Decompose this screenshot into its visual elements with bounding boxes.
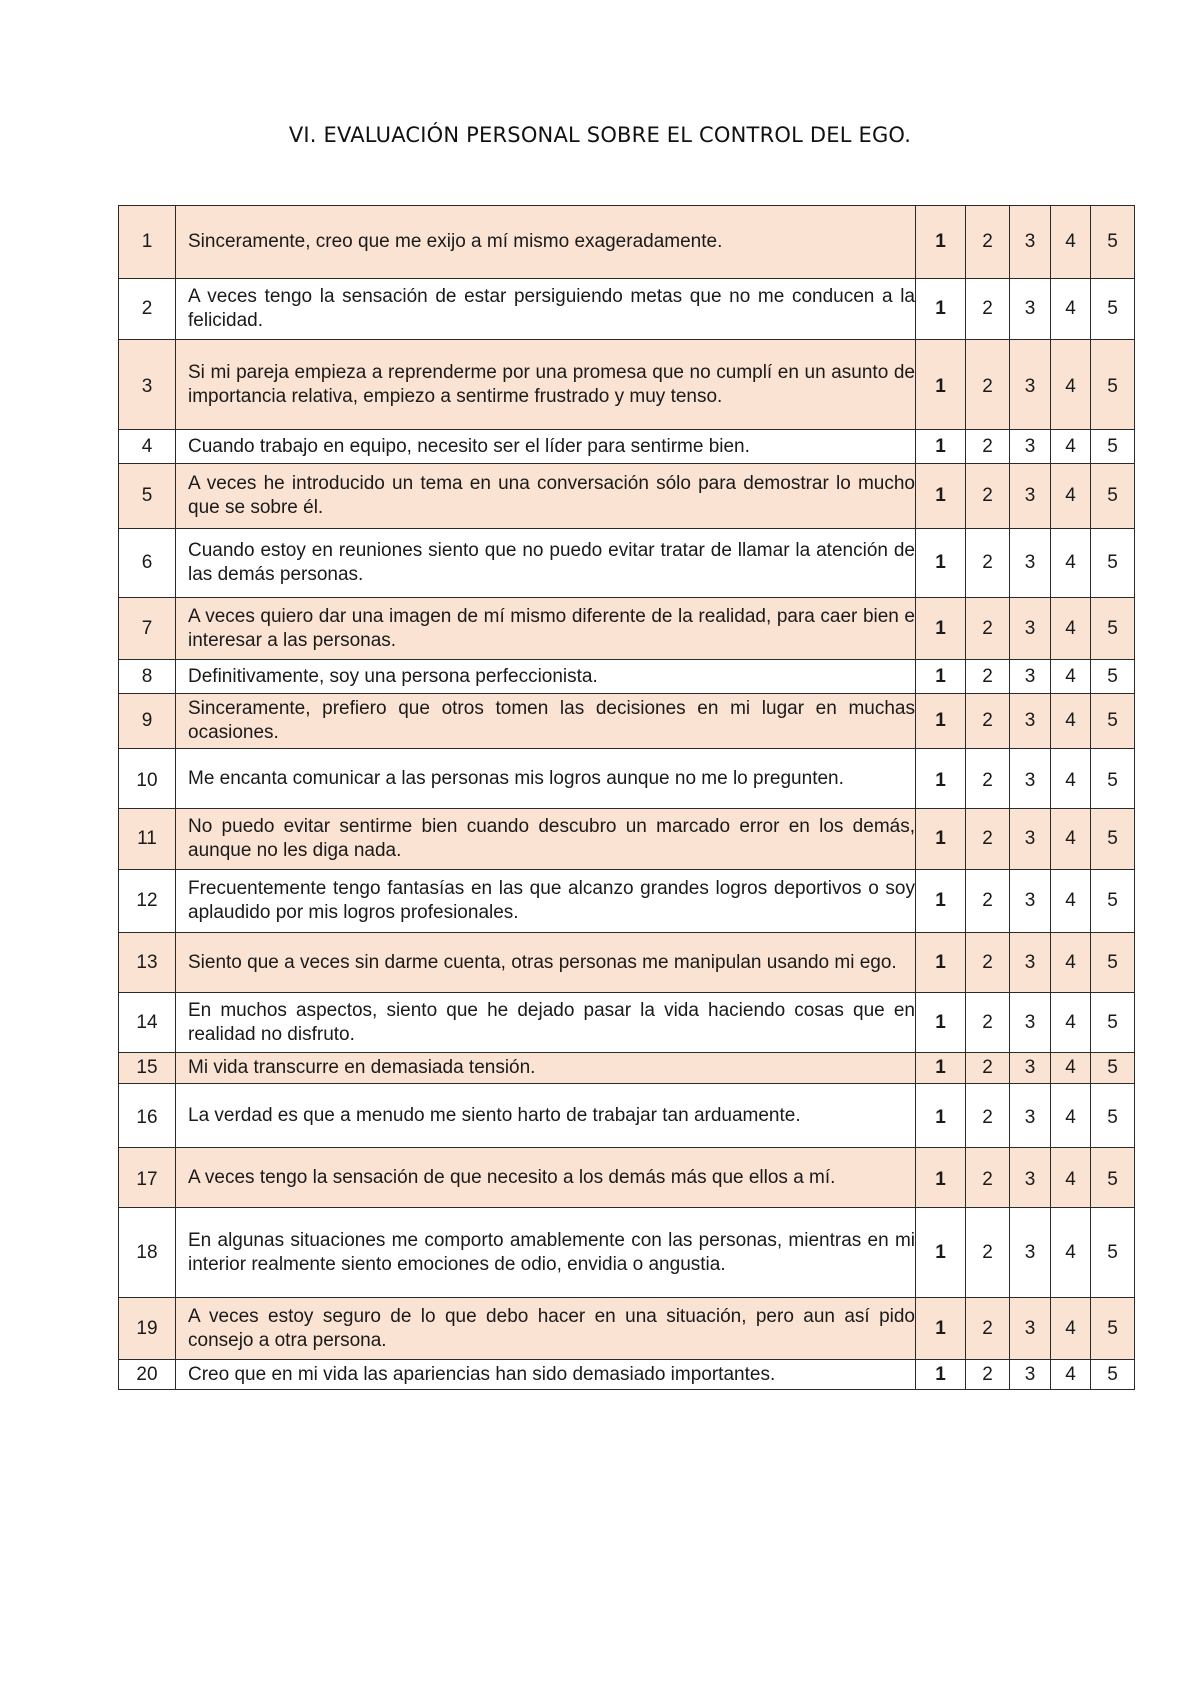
table-row — [119, 464, 1135, 529]
table-row — [119, 660, 1135, 694]
rating-option-3[interactable]: 3 — [1010, 1053, 1051, 1084]
table-row — [119, 529, 1135, 598]
rating-option-2[interactable]: 2 — [966, 598, 1010, 660]
rating-option-1[interactable]: 1 — [916, 464, 966, 529]
rating-option-4[interactable]: 4 — [1051, 1148, 1091, 1208]
rating-option-1[interactable]: 1 — [916, 1360, 966, 1390]
table-row — [119, 1053, 1135, 1084]
rating-option-1[interactable]: 1 — [916, 598, 966, 660]
rating-option-5[interactable]: 5 — [1091, 430, 1135, 464]
table-row — [119, 1148, 1135, 1208]
item-number: 11 — [119, 809, 176, 870]
rating-option-3[interactable]: 3 — [1010, 749, 1051, 809]
rating-option-2[interactable]: 2 — [966, 529, 1010, 598]
rating-option-1[interactable]: 1 — [916, 749, 966, 809]
rating-option-4[interactable]: 4 — [1051, 870, 1091, 933]
item-number: 20 — [119, 1360, 176, 1390]
rating-option-3[interactable]: 3 — [1010, 1360, 1051, 1390]
rating-option-3[interactable]: 3 — [1010, 809, 1051, 870]
item-number: 8 — [119, 660, 176, 694]
item-number: 13 — [119, 933, 176, 993]
item-statement: Siento que a veces sin darme cuenta, otras personas me manipulan usando mi ego. — [176, 933, 916, 993]
rating-option-1[interactable]: 1 — [916, 279, 966, 340]
rating-option-5[interactable]: 5 — [1091, 340, 1135, 430]
rating-option-3[interactable]: 3 — [1010, 340, 1051, 430]
table-row — [119, 749, 1135, 809]
rating-option-4[interactable]: 4 — [1051, 1360, 1091, 1390]
item-number: 7 — [119, 598, 176, 660]
table-row — [119, 694, 1135, 749]
table-row — [119, 598, 1135, 660]
item-number: 18 — [119, 1208, 176, 1298]
rating-option-3[interactable]: 3 — [1010, 660, 1051, 694]
item-statement: Cuando trabajo en equipo, necesito ser el líder para sentirme bien. — [176, 430, 916, 464]
rating-option-2[interactable]: 2 — [966, 340, 1010, 430]
rating-option-5[interactable]: 5 — [1091, 1298, 1135, 1360]
item-number: 6 — [119, 529, 176, 598]
rating-option-2[interactable]: 2 — [966, 1360, 1010, 1390]
rating-option-4[interactable]: 4 — [1051, 933, 1091, 993]
rating-option-5[interactable]: 5 — [1091, 279, 1135, 340]
table-row — [119, 1360, 1135, 1390]
table-row — [119, 340, 1135, 430]
rating-option-4[interactable]: 4 — [1051, 660, 1091, 694]
rating-option-5[interactable]: 5 — [1091, 809, 1135, 870]
rating-option-5[interactable]: 5 — [1091, 464, 1135, 529]
item-statement: A veces tengo la sensación de que necesito a los demás más que ellos a mí. — [176, 1148, 916, 1208]
rating-option-4[interactable]: 4 — [1051, 1208, 1091, 1298]
rating-option-5[interactable]: 5 — [1091, 1053, 1135, 1084]
rating-option-4[interactable]: 4 — [1051, 430, 1091, 464]
item-number: 19 — [119, 1298, 176, 1360]
rating-option-1[interactable]: 1 — [916, 1208, 966, 1298]
item-number: 10 — [119, 749, 176, 809]
rating-option-5[interactable]: 5 — [1091, 1084, 1135, 1148]
rating-option-2[interactable]: 2 — [966, 870, 1010, 933]
rating-option-1[interactable]: 1 — [916, 206, 966, 279]
rating-option-2[interactable]: 2 — [966, 1208, 1010, 1298]
item-number: 15 — [119, 1053, 176, 1084]
item-number: 3 — [119, 340, 176, 430]
rating-option-2[interactable]: 2 — [966, 430, 1010, 464]
rating-option-5[interactable]: 5 — [1091, 660, 1135, 694]
ego-survey-table — [118, 205, 1135, 1390]
rating-option-1[interactable]: 1 — [916, 340, 966, 430]
rating-option-3[interactable]: 3 — [1010, 1298, 1051, 1360]
page-title: VI. EVALUACIÓN PERSONAL SOBRE EL CONTROL DEL EGO. — [288, 123, 912, 147]
item-statement: Me encanta comunicar a las personas mis logros aunque no me lo pregunten. — [176, 749, 916, 809]
rating-option-1[interactable]: 1 — [916, 870, 966, 933]
rating-option-5[interactable]: 5 — [1091, 206, 1135, 279]
rating-option-5[interactable]: 5 — [1091, 1360, 1135, 1390]
item-statement: Si mi pareja empieza a reprenderme por una promesa que no cumplí en un asunto de importancia relativa, empiezo a sentirme frustrado y muy tenso. — [176, 340, 916, 430]
rating-option-2[interactable]: 2 — [966, 933, 1010, 993]
rating-option-4[interactable]: 4 — [1051, 340, 1091, 430]
rating-option-1[interactable]: 1 — [916, 993, 966, 1053]
table-row — [119, 933, 1135, 993]
rating-option-4[interactable]: 4 — [1051, 206, 1091, 279]
rating-option-5[interactable]: 5 — [1091, 933, 1135, 993]
rating-option-1[interactable]: 1 — [916, 1084, 966, 1148]
rating-option-2[interactable]: 2 — [966, 809, 1010, 870]
table-row — [119, 430, 1135, 464]
table-row — [119, 809, 1135, 870]
rating-option-4[interactable]: 4 — [1051, 694, 1091, 749]
item-statement: Mi vida transcurre en demasiada tensión. — [176, 1053, 916, 1084]
item-statement: Frecuentemente tengo fantasías en las que alcanzo grandes logros deportivos o soy aplaudido por mis logros profesionales. — [176, 870, 916, 933]
item-statement: A veces he introducido un tema en una conversación sólo para demostrar lo mucho que se sobre él. — [176, 464, 916, 529]
rating-option-1[interactable]: 1 — [916, 529, 966, 598]
item-number: 4 — [119, 430, 176, 464]
rating-option-5[interactable]: 5 — [1091, 993, 1135, 1053]
rating-option-1[interactable]: 1 — [916, 430, 966, 464]
item-number: 5 — [119, 464, 176, 529]
rating-option-5[interactable]: 5 — [1091, 870, 1135, 933]
rating-option-3[interactable]: 3 — [1010, 430, 1051, 464]
rating-option-4[interactable]: 4 — [1051, 1298, 1091, 1360]
item-number: 14 — [119, 993, 176, 1053]
rating-option-1[interactable]: 1 — [916, 1053, 966, 1084]
rating-option-5[interactable]: 5 — [1091, 529, 1135, 598]
rating-option-5[interactable]: 5 — [1091, 694, 1135, 749]
table-row — [119, 1208, 1135, 1298]
rating-option-2[interactable]: 2 — [966, 993, 1010, 1053]
rating-option-1[interactable]: 1 — [916, 809, 966, 870]
rating-option-4[interactable]: 4 — [1051, 993, 1091, 1053]
rating-option-1[interactable]: 1 — [916, 694, 966, 749]
rating-option-2[interactable]: 2 — [966, 749, 1010, 809]
rating-option-3[interactable]: 3 — [1010, 279, 1051, 340]
table-row — [119, 206, 1135, 279]
item-number: 16 — [119, 1084, 176, 1148]
rating-option-4[interactable]: 4 — [1051, 279, 1091, 340]
rating-option-4[interactable]: 4 — [1051, 529, 1091, 598]
rating-option-3[interactable]: 3 — [1010, 694, 1051, 749]
item-number: 17 — [119, 1148, 176, 1208]
table-row — [119, 279, 1135, 340]
rating-option-3[interactable]: 3 — [1010, 993, 1051, 1053]
rating-option-5[interactable]: 5 — [1091, 598, 1135, 660]
rating-option-3[interactable]: 3 — [1010, 933, 1051, 993]
rating-option-3[interactable]: 3 — [1010, 1148, 1051, 1208]
item-statement: Sinceramente, creo que me exijo a mí mismo exageradamente. — [176, 206, 916, 279]
rating-option-3[interactable]: 3 — [1010, 464, 1051, 529]
rating-option-3[interactable]: 3 — [1010, 529, 1051, 598]
rating-option-2[interactable]: 2 — [966, 206, 1010, 279]
rating-option-1[interactable]: 1 — [916, 1148, 966, 1208]
item-number: 2 — [119, 279, 176, 340]
rating-option-4[interactable]: 4 — [1051, 809, 1091, 870]
item-statement: No puedo evitar sentirme bien cuando descubro un marcado error en los demás, aunque no les diga nada. — [176, 809, 916, 870]
item-statement: A veces quiero dar una imagen de mí mismo diferente de la realidad, para caer bien e interesar a las personas. — [176, 598, 916, 660]
rating-option-4[interactable]: 4 — [1051, 464, 1091, 529]
rating-option-1[interactable]: 1 — [916, 933, 966, 993]
rating-option-5[interactable]: 5 — [1091, 1148, 1135, 1208]
item-statement: Creo que en mi vida las apariencias han sido demasiado importantes. — [176, 1360, 916, 1390]
item-statement: A veces estoy seguro de lo que debo hacer en una situación, pero aun así pido consejo a otra persona. — [176, 1298, 916, 1360]
survey-body — [119, 206, 1135, 1390]
item-statement: Definitivamente, soy una persona perfeccionista. — [176, 660, 916, 694]
item-statement: En muchos aspectos, siento que he dejado pasar la vida haciendo cosas que en realidad no disfruto. — [176, 993, 916, 1053]
rating-option-5[interactable]: 5 — [1091, 1208, 1135, 1298]
rating-option-2[interactable]: 2 — [966, 660, 1010, 694]
rating-option-3[interactable]: 3 — [1010, 870, 1051, 933]
rating-option-4[interactable]: 4 — [1051, 598, 1091, 660]
item-number: 12 — [119, 870, 176, 933]
rating-option-4[interactable]: 4 — [1051, 1053, 1091, 1084]
rating-option-2[interactable]: 2 — [966, 694, 1010, 749]
rating-option-4[interactable]: 4 — [1051, 749, 1091, 809]
table-row — [119, 1298, 1135, 1360]
item-number: 1 — [119, 206, 176, 279]
rating-option-3[interactable]: 3 — [1010, 206, 1051, 279]
item-statement: Sinceramente, prefiero que otros tomen las decisiones en mi lugar en muchas ocasiones. — [176, 694, 916, 749]
rating-option-3[interactable]: 3 — [1010, 1208, 1051, 1298]
table-row — [119, 993, 1135, 1053]
rating-option-2[interactable]: 2 — [966, 1298, 1010, 1360]
rating-option-2[interactable]: 2 — [966, 1053, 1010, 1084]
rating-option-3[interactable]: 3 — [1010, 598, 1051, 660]
rating-option-2[interactable]: 2 — [966, 279, 1010, 340]
rating-option-2[interactable]: 2 — [966, 464, 1010, 529]
rating-option-1[interactable]: 1 — [916, 660, 966, 694]
rating-option-2[interactable]: 2 — [966, 1148, 1010, 1208]
rating-option-5[interactable]: 5 — [1091, 749, 1135, 809]
rating-option-2[interactable]: 2 — [966, 1084, 1010, 1148]
item-statement: Cuando estoy en reuniones siento que no puedo evitar tratar de llamar la atención de las demás personas. — [176, 529, 916, 598]
item-number: 9 — [119, 694, 176, 749]
table-row — [119, 1084, 1135, 1148]
rating-option-3[interactable]: 3 — [1010, 1084, 1051, 1148]
item-statement: En algunas situaciones me comporto amablemente con las personas, mientras en mi interior realmente siento emociones de odio, envidia o angustia. — [176, 1208, 916, 1298]
table-row — [119, 870, 1135, 933]
item-statement: La verdad es que a menudo me siento harto de trabajar tan arduamente. — [176, 1084, 916, 1148]
rating-option-4[interactable]: 4 — [1051, 1084, 1091, 1148]
rating-option-1[interactable]: 1 — [916, 1298, 966, 1360]
item-statement: A veces tengo la sensación de estar persiguiendo metas que no me conducen a la felicidad. — [176, 279, 916, 340]
